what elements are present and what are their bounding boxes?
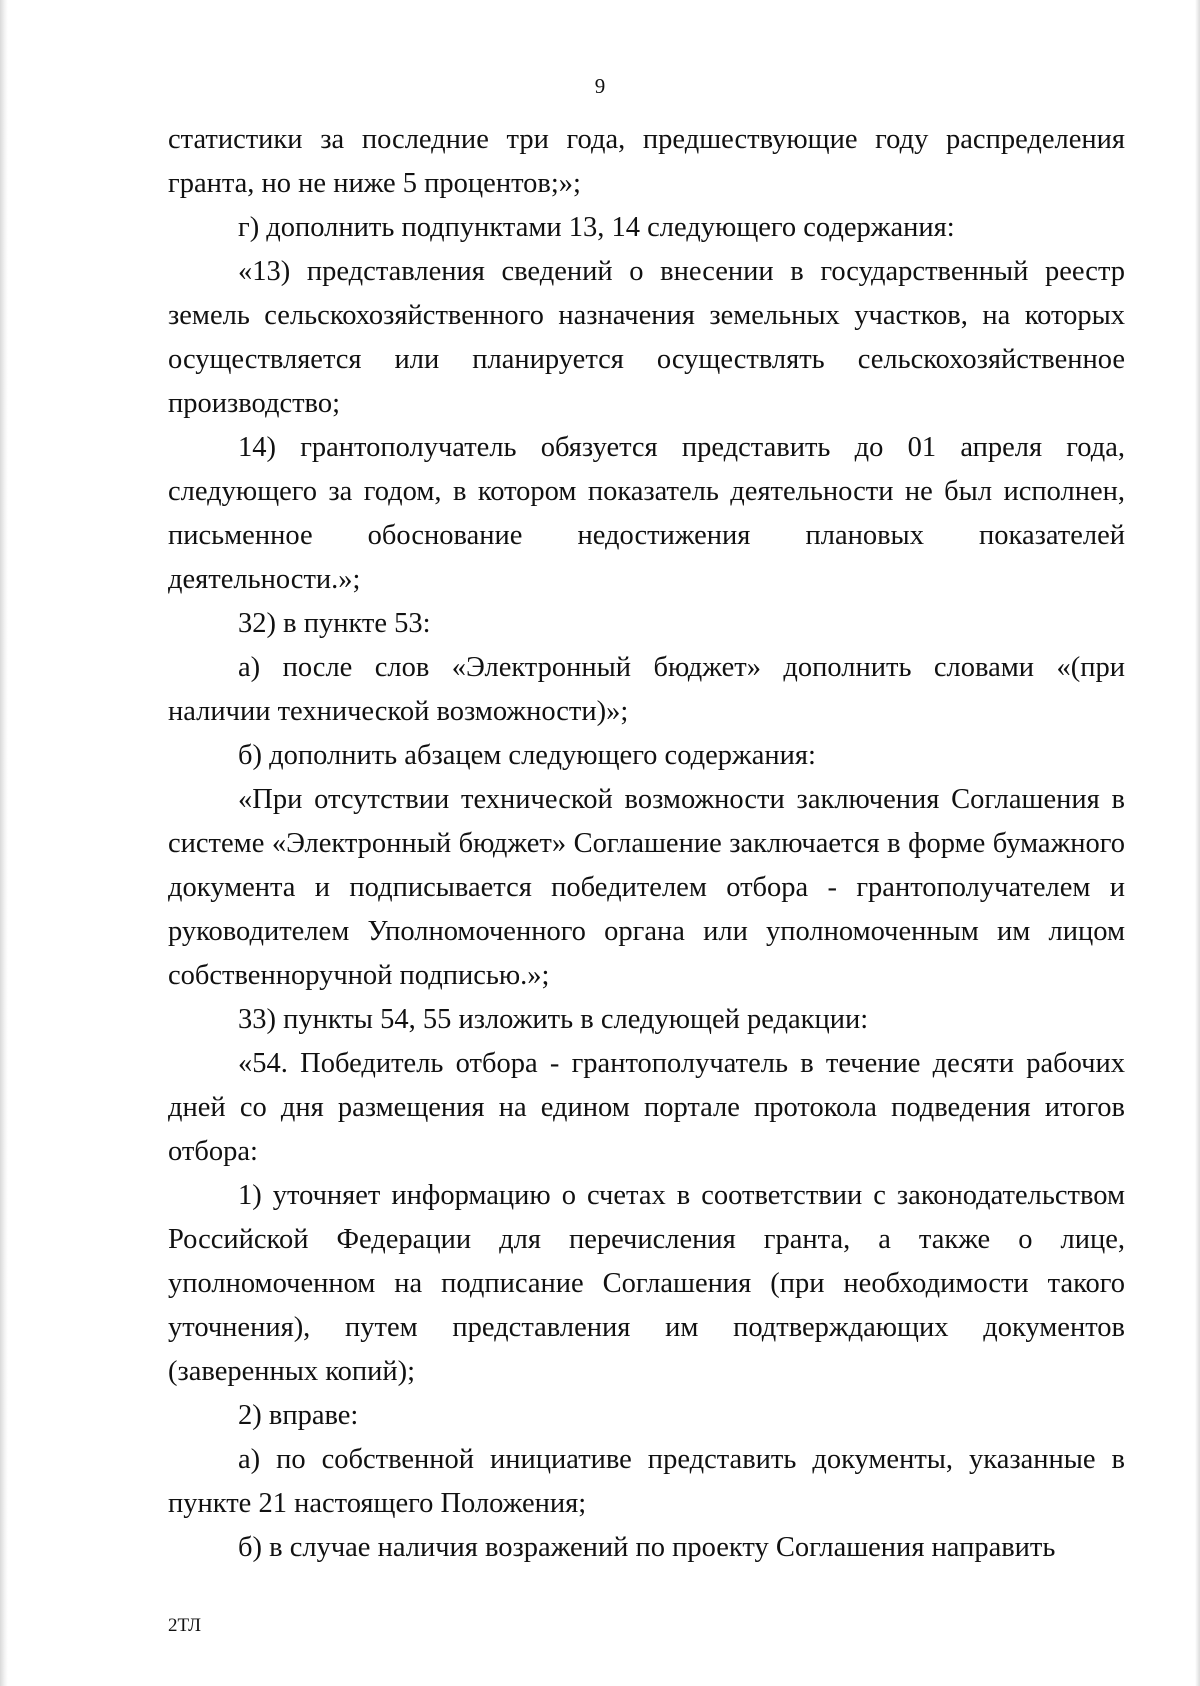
paragraph: б) в случае наличия возражений по проекту Соглашения направить (238, 1532, 1056, 1563)
page-number: 9 (594, 74, 606, 98)
footer-code: 2ТЛ (168, 1615, 202, 1636)
paragraph: 32) в пункте 53: (238, 608, 431, 639)
scan-edge-left (0, 0, 8, 1686)
paragraph: 14) грантополучатель обязуется представить до 01 апреля года, следующего за годом, в котором показатель деятельности не был исполнен, письменное обоснование недостижения плановых показателей деятельности.»; (168, 432, 1125, 595)
paragraph: 2) вправе: (238, 1400, 359, 1431)
paragraph: 1) уточняет информацию о счетах в соответствии с законодательством Российской Федерации для перечисления гранта, а также о лице, уполномоченном на подписание Соглашения (при необходимости такого уточнения), путем представления им подтверждающих документов (заверенных копий); (168, 1180, 1125, 1387)
document-body (168, 118, 1125, 1570)
paragraph: 33) пункты 54, 55 изложить в следующей редакции: (238, 1004, 869, 1035)
paragraph: б) дополнить абзацем следующего содержания: (238, 740, 816, 771)
paragraph: «54. Победитель отбора - грантополучатель в течение десяти рабочих дней со дня размещения на едином портале протокола подведения итогов отбора: (168, 1048, 1125, 1167)
paragraph: г) дополнить подпунктами 13, 14 следующего содержания: (238, 212, 955, 243)
paragraph: а) по собственной инициативе представить документы, указанные в пункте 21 настоящего Положения; (168, 1444, 1125, 1519)
paragraph: «13) представления сведений о внесении в государственный реестр земель сельскохозяйственного назначения земельных участков, на которых осуществляется или планируется осуществлять сельскохозяйственное производство; (168, 256, 1125, 419)
paragraph: «При отсутствии технической возможности заключения Соглашения в системе «Электронный бюджет» Соглашение заключается в форме бумажного документа и подписывается победителем отбора - грантополучателем и руководителем Уполномоченного органа или уполномоченным им лицом собственноручной подписью.»; (168, 784, 1125, 991)
scan-edge-right (1195, 0, 1200, 1686)
paragraph: а) после слов «Электронный бюджет» дополнить словами «(при наличии технической возможности)»; (168, 652, 1125, 727)
paragraph: статистики за последние три года, предшествующие году распределения гранта, но не ниже 5 процентов;»; (168, 124, 1125, 199)
